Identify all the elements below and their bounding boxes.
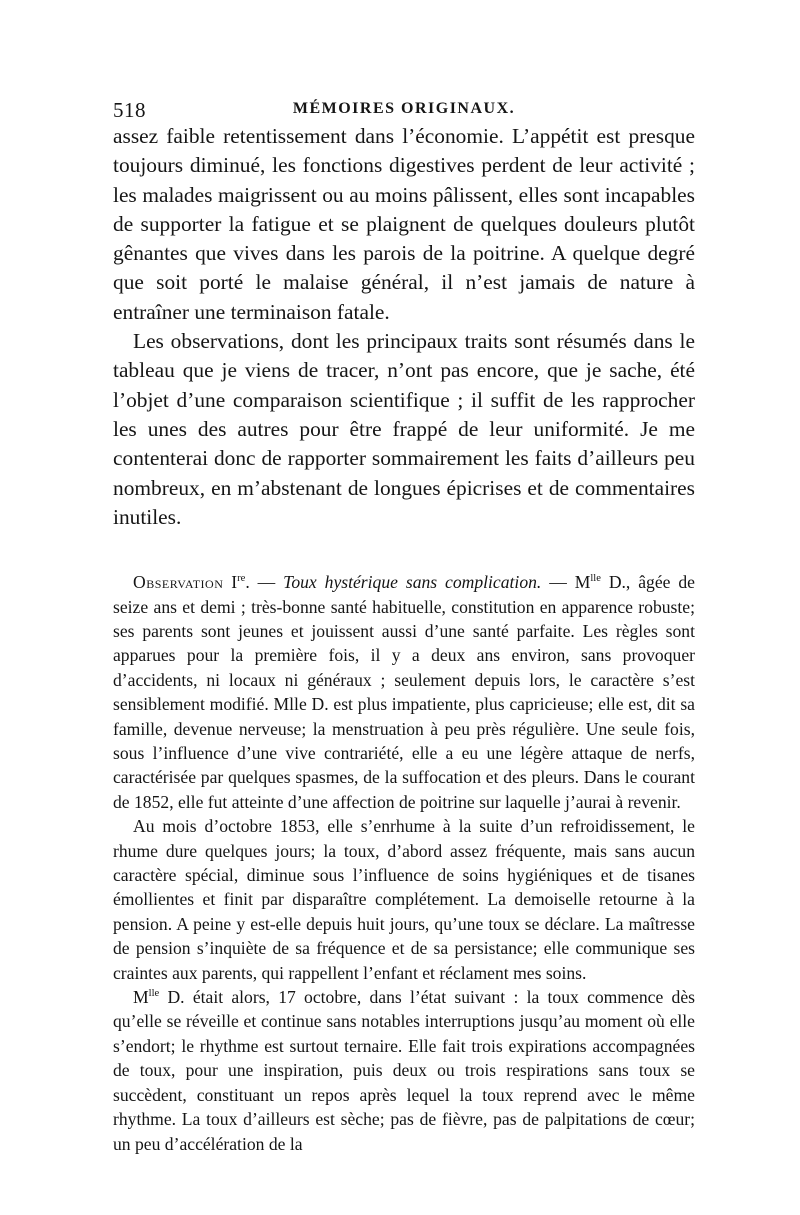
page-header xyxy=(113,92,695,122)
observation-numeral: I xyxy=(231,572,238,593)
observation-section xyxy=(113,570,695,1156)
p3-sup: lle xyxy=(148,988,160,1000)
observation-label: Observation xyxy=(133,572,224,593)
observation-paragraph-3 xyxy=(113,985,695,1156)
paragraph-observations: Les observations, dont les principaux traits sont résumés dans le tableau que je viens de tracer, n’ont pas encore, que je sache, été l’objet d’une comparaison scientifique ; il suffit de les rapprocher les unes des autres pour être frappé de leur uniformité. Je me contenterai donc de rapporter sommairement les faits d’ailleurs peu nombreux, en m’abstenant de longues épicrises et de commentaires inutiles. xyxy=(113,329,695,529)
observation-numeral-sup: re xyxy=(237,573,246,585)
mlle-sup: lle xyxy=(590,573,601,585)
p3-prefix: M xyxy=(133,987,149,1008)
observation-title: Toux hystérique sans complication. xyxy=(283,572,542,593)
observation-dash-2: — M xyxy=(541,572,591,593)
page-number: 518 xyxy=(113,98,146,122)
page xyxy=(113,92,695,1156)
paragraph-continuation: assez faible retentissement dans l’économie. L’appétit est presque toujours diminué, les fonctions digestives perdent de leur activité ; les malades maigrissent ou au moins pâlissent, elles sont incapables de supporter la fatigue et se plaignent de quelques douleurs plutôt gênantes que vives dans les parois de la poitrine. A quelque degré que soit porté le malaise général, il n’est jamais de nature à entraîner une terminaison fatale. xyxy=(113,124,695,324)
running-head: MÉMOIRES ORIGINAUX. xyxy=(292,100,516,117)
body-text xyxy=(113,122,695,532)
observation-paragraph-2: Au mois d’octobre 1853, elle s’enrhume à la suite d’un refroidissement, le rhume dure quelques jours; la toux, d’abord assez fréquente, mais sans aucun caractère spécial, diminue sous l’influence de soins hygiéniques et de tisanes émollientes et finit par disparaître complétement. La demoiselle retourne à la pension. A peine y est-elle depuis huit jours, qu’une toux se déclare. La maîtresse de pension s’inquiète de sa fréquence et de sa persistance; elle communique ses craintes aux parents, qui rappellent l’enfant et réclament mes soins. xyxy=(113,816,695,983)
observation-paragraph-1 xyxy=(113,570,695,814)
observation-dash: . — xyxy=(245,572,284,593)
observation-text-3: D. était alors, 17 octobre, dans l’état suivant : la toux commence dès qu’elle se réveille et continue sans notables interruptions jusqu’au moment où elle s’endort; le rhythme est surtout ternaire. Elle fait trois expirations accompagnées de toux, pour une inspiration, puis deux ou trois respirations sans toux se succèdent, constituant un repos après lequel la toux reprend avec le même rhythme. La toux d’ailleurs est sèche; pas de fièvre, pas de palpitations de cœur; un peu d’accélération de la xyxy=(113,987,695,1154)
observation-text-1: D., âgée de seize ans et demi ; très-bonne santé habituelle, constitution en apparence robuste; ses parents sont jeunes et jouissent aussi d’une santé parfaite. Les règles sont apparues pour la première fois, il y a deux ans environ, sans provoquer d’accidents, ni locaux ni généraux ; seulement depuis lors, le caractère s’est sensiblement modifié. Mlle D. est plus impatiente, plus capricieuse; elle est, dit sa famille, devenue nerveuse; la menstruation à peu près régulière. Une seule fois, sous l’influence d’une vive contrariété, elle a eu une légère attaque de nerfs, caractérisée par quelques spasmes, de la suffocation et des pleurs. Dans le courant de 1852, elle fut atteinte d’une affection de poitrine sur laquelle j’aurai à revenir. xyxy=(113,572,695,812)
